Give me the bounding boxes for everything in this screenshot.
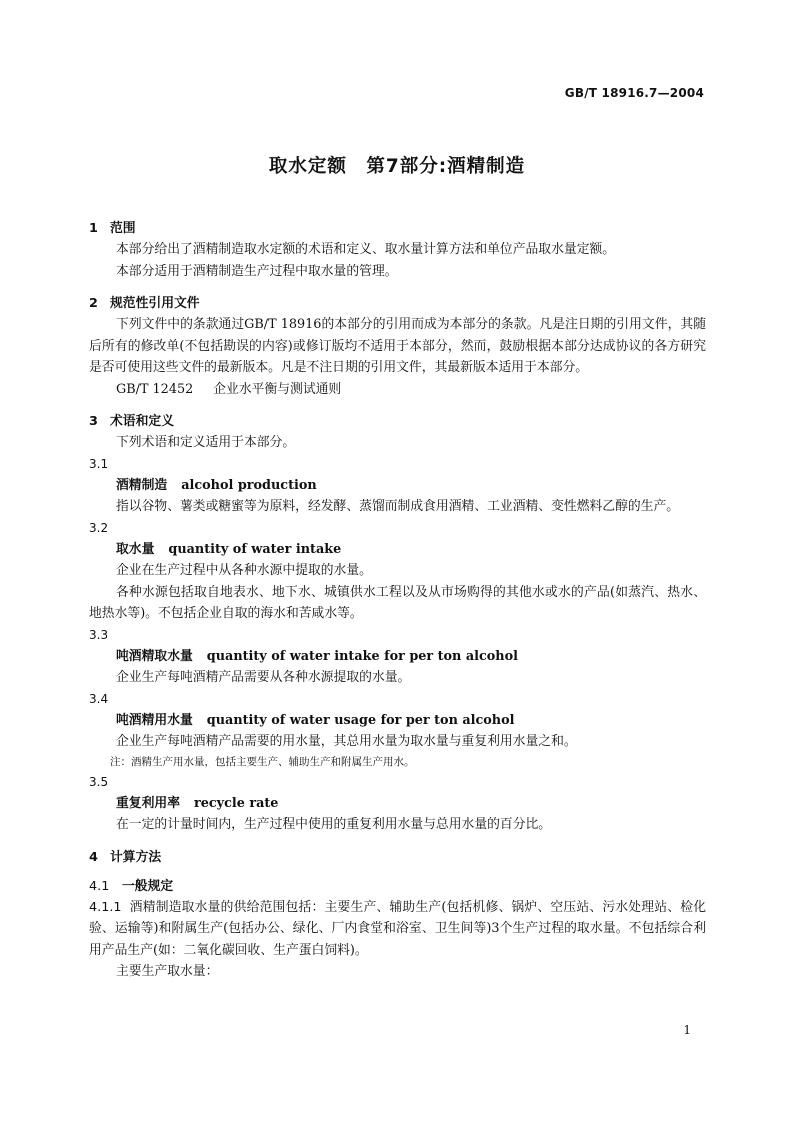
reference-code: GB/T 12452 bbox=[116, 381, 194, 397]
term-definition: 企业生产每吨酒精产品需要的用水量，其总用水量为取水量与重复利用水量之和。 bbox=[116, 734, 577, 749]
section-heading-1 bbox=[89, 218, 706, 239]
subsection-heading bbox=[89, 876, 706, 897]
term-entry bbox=[89, 710, 706, 732]
term-entry bbox=[89, 539, 706, 561]
term-definition: 指以谷物、薯类或糖蜜等为原料，经发酵、蒸馏而制成食用酒精、工业酒精、变性燃料乙醇的生产。 bbox=[116, 499, 680, 514]
term-en: recycle rate bbox=[193, 795, 279, 811]
term-definition: 各种水源包括取自地表水、地下水、城镇供水工程以及从市场购得的其他水或水的产品(如蒸汽、热水、地热水等)。不包括企业自取的海水和苦咸水等。 bbox=[89, 584, 706, 621]
term-definition: 企业生产每吨酒精产品需要从各种水源提取的水量。 bbox=[116, 670, 411, 685]
section-number: 2 bbox=[89, 296, 98, 311]
term-zh: 吨酒精用水量 bbox=[116, 712, 193, 728]
term-en: quantity of water intake bbox=[168, 541, 342, 557]
term-number: 3.1 bbox=[89, 456, 109, 471]
section-number: 1 bbox=[89, 221, 98, 236]
section-heading-2 bbox=[89, 293, 706, 314]
paragraph: 本部分给出了酒精制造取水定额的术语和定义、取水量计算方法和单位产品取水量定额。 bbox=[116, 242, 616, 257]
clause-text: 酒精制造取水量的供给范围包括：主要生产、辅助生产(包括机修、锅炉、空压站、污水处理站、检化验、运输等)和附属生产(包括办公、绿化、厂内食堂和浴室、卫生间等)3个生产过程的取水量。不包括综合利用产品生产(如：二氧化碳回收、生产蛋白饲料)。 bbox=[89, 899, 706, 958]
term-number: 3.3 bbox=[89, 627, 109, 642]
section-number: 3 bbox=[89, 414, 98, 429]
section-heading-3 bbox=[89, 411, 706, 432]
term-zh: 重复利用率 bbox=[116, 795, 180, 811]
section-title: 范围 bbox=[110, 221, 136, 236]
paragraph: 主要生产取水量： bbox=[116, 964, 219, 979]
section-heading-4 bbox=[89, 847, 706, 868]
term-entry bbox=[89, 646, 706, 668]
subsection-title: 一般规定 bbox=[122, 878, 174, 894]
document-body bbox=[89, 218, 706, 983]
section-title: 规范性引用文件 bbox=[110, 296, 200, 311]
section-title: 计算方法 bbox=[110, 849, 162, 865]
term-number: 3.5 bbox=[89, 774, 109, 789]
term-number: 3.4 bbox=[89, 691, 109, 706]
term-en: alcohol production bbox=[181, 477, 317, 493]
term-en: quantity of water intake for per ton alcohol bbox=[206, 648, 518, 664]
term-en: quantity of water usage for per ton alcohol bbox=[206, 712, 515, 728]
paragraph: 下列文件中的条款通过GB/T 18916的本部分的引用而成为本部分的条款。凡是注日期的引用文件，其随后所有的修改单(不包括勘误的内容)或修订版均不适用于本部分，然而，鼓励根据本部分达成协议的各方研究是否可使用这些文件的最新版本。凡是不注日期的引用文件，其最新版本适用于本部分。 bbox=[89, 317, 706, 375]
section-title: 术语和定义 bbox=[110, 414, 174, 429]
paragraph: 下列术语和定义适用于本部分。 bbox=[116, 435, 296, 450]
term-zh: 酒精制造 bbox=[116, 477, 168, 493]
term-definition: 企业在生产过程中从各种水源中提取的水量。 bbox=[116, 563, 372, 578]
normative-reference bbox=[89, 379, 706, 401]
clause-number: 4.1.1 bbox=[89, 899, 122, 915]
page-number: 1 bbox=[683, 1023, 691, 1037]
term-zh: 取水量 bbox=[116, 541, 155, 557]
term-note: 注：酒精生产用水量，包括主要生产、辅助生产和附属生产用水。 bbox=[110, 755, 415, 768]
subsection-number: 4.1 bbox=[89, 878, 110, 894]
reference-title: 企业水平衡与测试通则 bbox=[213, 381, 342, 397]
term-entry bbox=[89, 793, 706, 815]
term-number: 3.2 bbox=[89, 520, 109, 535]
term-definition: 在一定的计量时间内，生产过程中使用的重复利用水量与总用水量的百分比。 bbox=[116, 817, 552, 832]
paragraph: 本部分适用于酒精制造生产过程中取水量的管理。 bbox=[116, 263, 398, 279]
standard-code: GB/T 18916.7—2004 bbox=[564, 86, 704, 100]
term-zh: 吨酒精取水量 bbox=[116, 648, 193, 664]
section-number: 4 bbox=[89, 849, 98, 865]
term-entry bbox=[89, 475, 706, 497]
page-title: 取水定额 第7部分:酒精制造 bbox=[268, 156, 526, 177]
clause-paragraph bbox=[89, 897, 706, 962]
